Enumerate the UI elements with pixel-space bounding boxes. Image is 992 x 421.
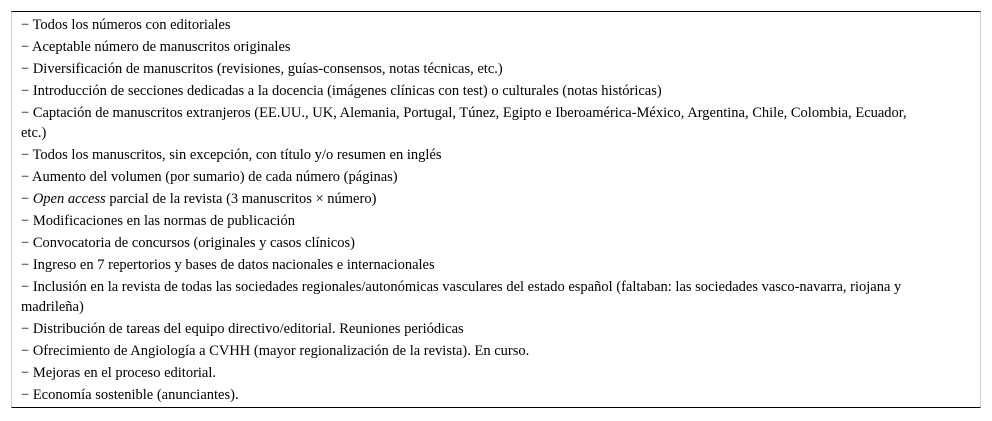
- list-item: [21, 14, 980, 36]
- list-item: [21, 58, 980, 80]
- list-item: [21, 144, 980, 166]
- list-item: [21, 102, 980, 144]
- list-item-text: Convocatoria de concursos (originales y casos clínicos): [32, 235, 355, 251]
- dash-bullet: −: [21, 169, 30, 185]
- list-item-text: Modificaciones en las normas de publicación: [32, 213, 295, 229]
- achievements-list: [12, 12, 980, 406]
- list-item: [21, 384, 980, 406]
- dash-bullet: −: [21, 17, 30, 33]
- dash-bullet: −: [21, 105, 30, 121]
- list-item: [21, 36, 980, 58]
- list-item-text: Mejoras en el proceso editorial.: [32, 365, 217, 381]
- list-item-text: Diversificación de manuscritos (revisiones, guías-consensos, notas técnicas, etc.): [32, 61, 503, 77]
- dash-bullet: −: [21, 321, 30, 337]
- list-item-text: Distribución de tareas del equipo directivo/editorial. Reuniones periódicas: [32, 321, 464, 337]
- list-item: [21, 232, 980, 254]
- list-item-text: Introducción de secciones dedicadas a la docencia (imágenes clínicas con test) o culturales (notas históricas): [32, 83, 662, 99]
- dash-bullet: −: [21, 83, 30, 99]
- list-item-text: Todos los manuscritos, sin excepción, con título y/o resumen en inglés: [32, 147, 442, 163]
- list-item-text: Ofrecimiento de Angiología a CVHH (mayor regionalización de la revista). En curso.: [32, 343, 530, 359]
- dash-bullet: −: [21, 387, 30, 403]
- list-item-text: Todos los números con editoriales: [32, 17, 231, 33]
- list-item: [21, 340, 980, 362]
- dash-bullet: −: [21, 61, 30, 77]
- dash-bullet: −: [21, 257, 30, 273]
- dash-bullet: −: [21, 39, 30, 55]
- list-item: [21, 188, 980, 210]
- achievements-table: [11, 11, 981, 408]
- dash-bullet: −: [21, 343, 30, 359]
- list-item-text: Inclusión en la revista de todas las sociedades regionales/autonómicas vasculares del estado español (faltaban: las sociedades vasco-navarra, riojana y madrileña): [21, 279, 902, 315]
- list-item: [21, 80, 980, 102]
- dash-bullet: −: [21, 191, 30, 207]
- list-item-text: parcial de la revista (3 manuscritos × número): [105, 191, 377, 207]
- list-item: [21, 166, 980, 188]
- list-item: [21, 254, 980, 276]
- list-item-italic: Open access: [32, 191, 106, 207]
- list-item: [21, 362, 980, 384]
- list-item-text: Ingreso en 7 repertorios y bases de datos nacionales e internacionales: [32, 257, 435, 273]
- list-item-text: Aceptable número de manuscritos originales: [32, 39, 291, 55]
- dash-bullet: −: [21, 147, 30, 163]
- list-item-text: Aumento del volumen (por sumario) de cada número (páginas): [32, 169, 398, 185]
- list-item-text: Captación de manuscritos extranjeros (EE.UU., UK, Alemania, Portugal, Túnez, Egipto e Iberoamérica-México, Argentina, Chile, Colombia, Ecuador, etc.): [21, 105, 907, 141]
- list-item-text: Economía sostenible (anunciantes).: [32, 387, 239, 403]
- dash-bullet: −: [21, 213, 30, 229]
- list-item: [21, 210, 980, 232]
- dash-bullet: −: [21, 279, 30, 295]
- list-item: [21, 318, 980, 340]
- dash-bullet: −: [21, 365, 30, 381]
- list-item: [21, 276, 980, 318]
- dash-bullet: −: [21, 235, 30, 251]
